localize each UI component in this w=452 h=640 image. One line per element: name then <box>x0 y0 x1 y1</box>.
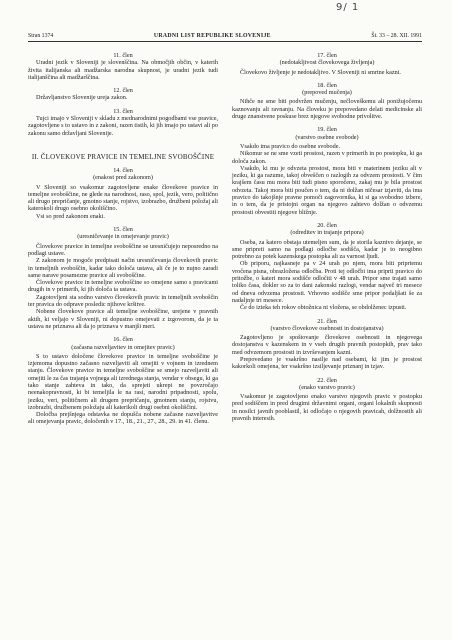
article-paragraph: Zagotovljeni sta sodno varstvo človekovih pravic in temeljnih svoboščin ter pravica do odprave posledic njihove kršitve. <box>28 293 218 309</box>
article-paragraph: Prepovedano je vsakršno nasilje nad osebami, ki jim je prostost kakorkoli omejena, ter vsakršno izsiljevanje priznanj in izjav. <box>232 355 422 371</box>
article-paragraph: Vsi so pred zakonom enaki. <box>36 212 105 220</box>
article-paragraph: Tujci imajo v Sloveniji v skladu z mednarodnimi pogodbami vse pravice, zagotovljene s to ustavo in z zakoni, razen tistih, ki jih imajo po ustavi ali po zakonu samo državljani Slovenije. <box>28 115 218 137</box>
article-paragraph: Človekove pravice in temeljne svoboščine so omejene samo s pravicami drugih in v primerih, ki jih določa ta ustava. <box>28 279 218 294</box>
article-heading: 17. člen <box>317 52 337 59</box>
article-subheading: (prepoved mučenja) <box>302 89 352 97</box>
article-paragraph: Vsakomur je zagotovljeno enako varstvo njegovih pravic v postopku pred sodiščem in pred drugimi državnimi organi, organi lokalnih skupnosti in nosilci javnih pooblastil, ki odločajo o njegovih pravicah, dolžnostih ali pravnih interesih. <box>232 393 422 423</box>
article-paragraph: Določba prejšnjega odstavka ne dopušča nobene začasne razveljavitve ali omejevanja pravic, določenih v 17., 18., 21., 27., 28., 29. in 41. členu. <box>28 411 218 426</box>
left-column <box>28 46 218 426</box>
article-heading: 20. člen <box>317 221 337 229</box>
article-subheading: (enako varstvo pravic) <box>299 383 355 391</box>
article-heading: 21. člen <box>317 317 337 325</box>
article-paragraph: Nobene človekove pravice ali temeljne svoboščine, urejene v pravnih aktih, ki veljajo v Sloveniji, ni dopustno omejevati z izgovorom, da je ta ustava ne priznava ali da jo priznava v manjši meri. <box>28 308 218 330</box>
article-paragraph: Vsakdo ima pravico do osebne svobode. <box>240 142 341 150</box>
article-paragraph: Uradni jezik v Sloveniji je slovenščina. Na območjih občin, v katerih živita italijanska ali madžarska narodna skupnost, je uradni jezik tudi italijanščina ali madžarščina. <box>28 59 218 81</box>
article-paragraph: Nihče ne sme biti podvržen mučenju, nečloveškemu ali ponižujočemu kaznovanju ali ravnanju. Na človeku je prepovedano delati medicinske ali druge znanstvene poskuse brez njegove svobodne privolitve. <box>232 98 422 121</box>
handwritten-page-mark: 9/ 1 <box>336 2 360 13</box>
article-heading: 16. člen <box>113 336 133 344</box>
article-paragraph: S to ustavo določene človekove pravice in temeljne svoboščine je izjemoma dopustno začasno razveljaviti ali omejiti v vojnem in izrednem stanju. Človekove pravice in temeljne svoboščine se smejo razveljaviti ali omejiti le za čas trajanja vojnega ali izrednega stanja, vendar v obsegu, ki ga tako stanje zahteva in tako, da sprejeti ukrepi ne povzročajo neenakopravnosti, ki bi temeljila le na rasi, narodni pripadnosti, spolu, jeziku, veri, političnem ali drugem prepričanju, gmotnem stanju, rojstvu, izobrazbi, družbenem položaju ali katerikoli drugi osebni okoliščini. <box>28 352 218 411</box>
article-paragraph: Z zakonom je mogoče predpisati način uresničevanja človekovih pravic in temeljnih svoboščin, kadar tako določa ustava, ali če je to nujno zaradi same narave posamezne pravice ali svoboščine. <box>28 257 218 279</box>
article-subheading: (varstvo osebne svobode) <box>295 133 359 141</box>
article-heading: 13. člen <box>113 107 133 115</box>
article-subheading: (enakost pred zakonom) <box>93 174 153 182</box>
article-heading: 19. člen <box>317 126 337 134</box>
article-paragraph: Zagotovljeno je spoštovanje človekove osebnosti in njegovega dostojanstva v kazenskem in v vseh drugih pravnih postopkih, prav tako med odvzemom prostosti in izvrševanjem kazni. <box>232 334 422 356</box>
article-heading: 14. člen <box>113 166 133 174</box>
article-paragraph: V Sloveniji so vsakomur zagotovljene enake človekove pravice in temeljne svoboščine, ne glede na narodnost, raso, spol, jezik, vero, politično ali drugo prepričanje, gmotno stanje, rojstvo, izobrazbo, družbeni položaj ali katerokoli drugo osebno okoliščino. <box>28 183 218 213</box>
article-heading: 12. člen <box>113 87 133 95</box>
page-header <box>28 26 422 39</box>
page-number: Stran 1374 <box>28 33 54 39</box>
article-heading: 18. člen <box>317 81 337 89</box>
article-paragraph: Ob priporu, najkasneje pa v 24 urah po njem, mora biti priprtemu vročena pisna, obrazložena odločba. Proti tej odločbi ima priprti pravico do pritožbe, o kateri mora sodišče odločiti v 48 urah. Pripor sme trajati samo toliko časa, dokler so za to dani zakonski razlogi, vendar največ tri mesece od dneva odvzema prostosti. Vrhovno sodišče sme pripor podaljšati še za nadaljnje tri mesece. <box>232 260 422 304</box>
article-paragraph: Oseba, za katero obstaja utemeljen sum, da je storila kaznivo dejanje, se sme pripreti samo na podlagi odločbe sodišča, kadar je to neogibno potrebno za potek kazenskega postopka ali za varnost ljudi. <box>232 238 422 261</box>
header-rule <box>28 41 422 42</box>
article-paragraph: Državljanstvo Slovenije ureja zakon. <box>36 94 128 102</box>
section-heading: II. ČLOVEKOVE PRAVICE IN TEMELJNE SVOBOŠČINE <box>31 152 215 161</box>
article-subheading: (začasna razveljavitev in omejitev pravic) <box>71 343 175 351</box>
article-paragraph: Vsakdo, ki mu je odvzeta prostost, mora biti v materinem jeziku ali v jeziku, ki ga razume, takoj obveščen o razlogih za odvzem prostosti. V čim krajšem času mu mora biti tudi pisno sporočeno, zakaj mu je bila prostost odvzeta. Takoj mora biti poučen o tem, da ni dolžan ničesar izjaviti, da ima pravico do takojšnje pravne pomoči zagovornika, ki si ga svobodno izbere, in o tem, da je pristojni organ na njegovo zahtevo dolžan o odvzemu prostosti obvestiti njegove bližnje. <box>232 164 422 216</box>
article-paragraph: Človekovo življenje je nedotakljivo. V Sloveniji ni smrtne kazni. <box>240 68 401 76</box>
article-paragraph: Če do izteka teh rokov obtožnica ni vložena, se obdolženec izpusti. <box>240 304 407 312</box>
article-paragraph: Nikomur se ne sme vzeti prostost, razen v primerih in po postopku, ki ga določa zakon. <box>232 150 422 165</box>
right-column <box>232 46 422 422</box>
article-heading: 22. člen <box>317 376 337 384</box>
article-heading: 15. člen <box>113 226 133 234</box>
article-heading: 11. člen <box>113 52 133 59</box>
article-subheading: (nedotakljivost človekovega življenja) <box>279 59 375 67</box>
issue-info: Št. 33 – 28. XII. 1991 <box>371 33 422 39</box>
publication-title: URADNI LIST REPUBLIKE SLOVENIJE <box>153 33 271 39</box>
article-paragraph: Človekove pravice in temeljne svoboščine se uresničujejo neposredno na podlagi ustave. <box>28 242 218 257</box>
article-subheading: (varstvo človekove osebnosti in dostojanstva) <box>270 324 384 332</box>
article-subheading: (uresničevanje in omejevanje pravic) <box>77 233 169 241</box>
article-subheading: (odreditev in trajanje pripora) <box>290 229 364 237</box>
